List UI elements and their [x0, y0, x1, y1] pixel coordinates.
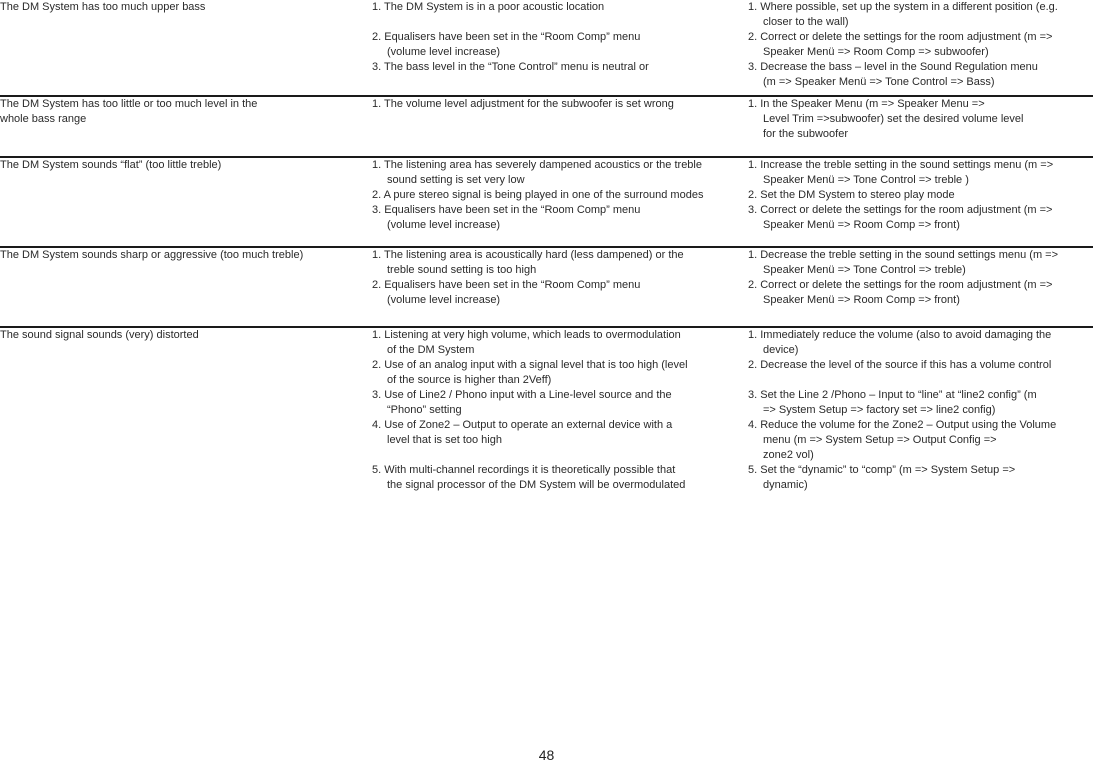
cause-line: 1. The listening area has severely dampened acoustics or the treble	[372, 159, 702, 171]
solution-line: dynamic)	[763, 479, 808, 491]
problem-text: The sound signal sounds (very) distorted	[0, 329, 199, 341]
cause-line: sound setting is set very low	[387, 174, 525, 186]
solution-line: Speaker Menü => Tone Control => treble)	[763, 264, 966, 276]
cause-cell	[372, 248, 742, 308]
table-row	[0, 0, 1093, 97]
solution-line: 1. Increase the treble setting in the sound settings menu (m =>	[748, 159, 1054, 171]
solution-line: => System Setup => factory set => line2 config)	[763, 404, 996, 416]
problem-text: whole bass range	[0, 113, 87, 125]
cause-line: 3. Equalisers have been set in the “Room Comp” menu	[372, 204, 641, 216]
solution-line: for the subwoofer	[763, 128, 848, 140]
solution-line: menu (m => System Setup => Output Config =>	[763, 434, 997, 446]
solution-line: 1. In the Speaker Menu (m => Speaker Menu =>	[748, 98, 985, 110]
solution-cell	[748, 248, 1093, 308]
solution-line: zone2 vol)	[763, 449, 814, 461]
problem-text: The DM System sounds sharp or aggressive (too much treble)	[0, 249, 304, 261]
table-row	[0, 328, 1093, 528]
solution-cell	[748, 97, 1093, 142]
solution-line: Speaker Menü => Room Comp => front)	[763, 294, 960, 306]
solution-line: 3. Decrease the bass – level in the Sound Regulation menu	[748, 61, 1038, 73]
table-row	[0, 158, 1093, 248]
solution-line: 1. Immediately reduce the volume (also to avoid damaging the	[748, 329, 1052, 341]
solution-line: 3. Correct or delete the settings for the room adjustment (m =>	[748, 204, 1053, 216]
cause-line: of the DM System	[387, 344, 475, 356]
solution-cell	[748, 0, 1093, 90]
cause-line: (volume level increase)	[387, 46, 501, 58]
solution-line: Speaker Menü => Room Comp => front)	[763, 219, 960, 231]
solution-line: 2. Correct or delete the settings for the room adjustment (m =>	[748, 279, 1053, 291]
problem-cell	[0, 248, 350, 263]
solution-line: 1. Decrease the treble setting in the sound settings menu (m =>	[748, 249, 1059, 261]
problem-text: The DM System has too little or too much level in the	[0, 98, 258, 110]
solution-line: 4. Reduce the volume for the Zone2 – Output using the Volume	[748, 419, 1057, 431]
table-row	[0, 97, 1093, 158]
cause-line: level that is set too high	[387, 434, 502, 446]
solution-line: Speaker Menü => Tone Control => treble )	[763, 174, 969, 186]
cause-line	[372, 448, 742, 463]
solution-line: Level Trim =>subwoofer) set the desired volume level	[763, 113, 1024, 125]
cause-line: 4. Use of Zone2 – Output to operate an external device with a	[372, 419, 673, 431]
cause-line: 1. The DM System is in a poor acoustic location	[372, 1, 605, 13]
solution-cell	[748, 328, 1093, 493]
solution-line: device)	[763, 344, 799, 356]
cause-line: 2. Equalisers have been set in the “Room Comp” menu	[372, 279, 641, 291]
cause-line: the signal processor of the DM System will be overmodulated	[387, 479, 686, 491]
solution-line: closer to the wall)	[763, 16, 849, 28]
cause-line: 3. Use of Line2 / Phono input with a Line-level source and the	[372, 389, 672, 401]
solution-line: 3. Set the Line 2 /Phono – Input to “line” at “line2 config” (m	[748, 389, 1037, 401]
problem-cell	[0, 0, 350, 15]
solution-line: 2. Decrease the level of the source if this has a volume control	[748, 359, 1052, 371]
solution-line: 2. Correct or delete the settings for the room adjustment (m =>	[748, 31, 1053, 43]
cause-line: 2. Equalisers have been set in the “Room Comp” menu	[372, 31, 641, 43]
problem-cell	[0, 328, 350, 343]
cause-cell	[372, 158, 742, 233]
solution-line: Speaker Menü => Room Comp => subwoofer)	[763, 46, 989, 58]
cause-line: 1. The volume level adjustment for the subwoofer is set wrong	[372, 98, 674, 110]
cause-line: 2. A pure stereo signal is being played in one of the surround modes	[372, 189, 704, 201]
cause-line: of the source is higher than 2Veff)	[387, 374, 552, 386]
cause-line: (volume level increase)	[387, 294, 501, 306]
solution-line: 2. Set the DM System to stereo play mode	[748, 189, 955, 201]
table-row	[0, 248, 1093, 328]
cause-cell	[372, 97, 742, 112]
cause-line	[372, 15, 742, 30]
cause-cell	[372, 328, 742, 493]
cause-line: “Phono” setting	[387, 404, 462, 416]
page-number: 48	[538, 747, 555, 763]
cause-line: treble sound setting is too high	[387, 264, 537, 276]
cause-cell	[372, 0, 742, 75]
cause-line: 1. Listening at very high volume, which leads to overmodulation	[372, 329, 681, 341]
solution-line: 1. Where possible, set up the system in a different position (e.g.	[748, 1, 1058, 13]
cause-line: 2. Use of an analog input with a signal level that is too high (level	[372, 359, 688, 371]
cause-line: 1. The listening area is acoustically hard (less dampened) or the	[372, 249, 684, 261]
solution-cell	[748, 158, 1093, 233]
problem-cell	[0, 158, 350, 173]
cause-line: (volume level increase)	[387, 219, 501, 231]
cause-line: 3. The bass level in the “Tone Control” menu is neutral or	[372, 61, 649, 73]
problem-cell	[0, 97, 350, 127]
solution-line	[748, 373, 1093, 388]
solution-line: (m => Speaker Menü => Tone Control => Bass)	[763, 76, 995, 88]
cause-line: 5. With multi-channel recordings it is theoretically possible that	[372, 464, 676, 476]
problem-text: The DM System sounds “flat” (too little treble)	[0, 159, 222, 171]
problem-text: The DM System has too much upper bass	[0, 1, 206, 13]
solution-line: 5. Set the “dynamic” to “comp” (m => System Setup =>	[748, 464, 1016, 476]
